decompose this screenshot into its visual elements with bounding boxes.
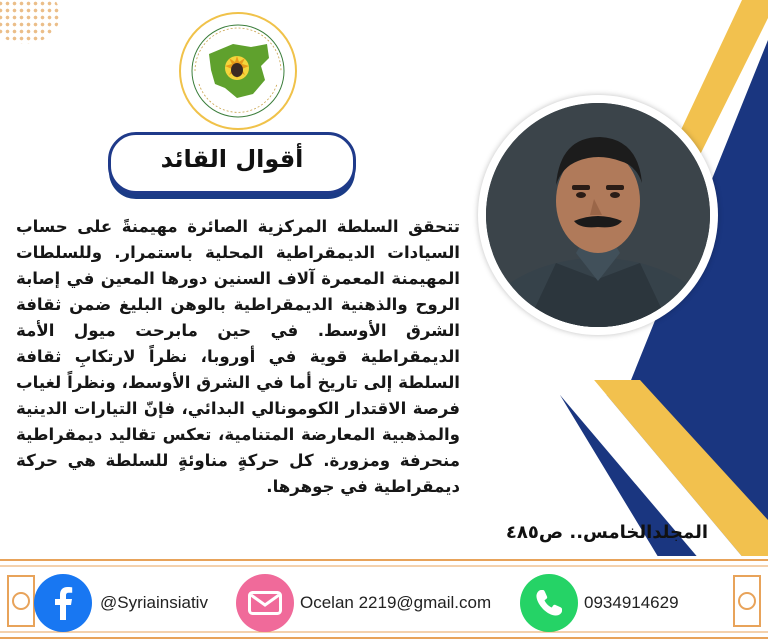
quote-source: المجلدالخامس.. ص٤٨٥ xyxy=(505,522,708,543)
email-address[interactable]: Ocelan 2219@gmail.com xyxy=(300,593,492,612)
page-title: أقوال القائد xyxy=(160,145,304,173)
organization-logo xyxy=(179,12,297,130)
phone-number[interactable]: 0934914629 xyxy=(584,593,679,612)
phone-contact[interactable] xyxy=(520,574,679,632)
facebook-icon[interactable] xyxy=(34,574,92,632)
quote-text: تتحقق السلطة المركزية الصائرة مهيمنةً على حساب السيادات الديمقراطية المحلية باستمرار. وللسلطات المهيمنة المعمرة آلاف السنين دورها المعين في إصابة الروح والذهنية الديمقراطية بالوهن البليغ ضمن ثقافة الشرق الأوسط. في حين مابرحت ميول الأمة الديمقراطية قوية في أوروبا، نظراً لارتكابِ ثقافة السلطة إلى تاريخ أما في الشرق الأوسط، ونظراً لغياب فرصة الاقتدار الكومونالي البدائي، فإنّ التيارات الدينية والمذهبية المعارضة المتنامية، تعكس تقاليد ديمقراطية منحرفة ومزورة. كل حركةٍ مناوئةٍ للسلطة هي حركة ديمقراطية في جوهرها. xyxy=(16,217,460,496)
title-banner xyxy=(108,132,356,194)
whatsapp-icon[interactable] xyxy=(520,574,578,632)
email-contact[interactable] xyxy=(236,574,491,632)
portrait-frame xyxy=(478,95,718,335)
facebook-handle[interactable]: @Syriainsiativ xyxy=(100,593,208,612)
portrait-photo xyxy=(486,103,710,327)
facebook-contact[interactable] xyxy=(34,574,208,632)
envelope-icon[interactable] xyxy=(236,574,294,632)
